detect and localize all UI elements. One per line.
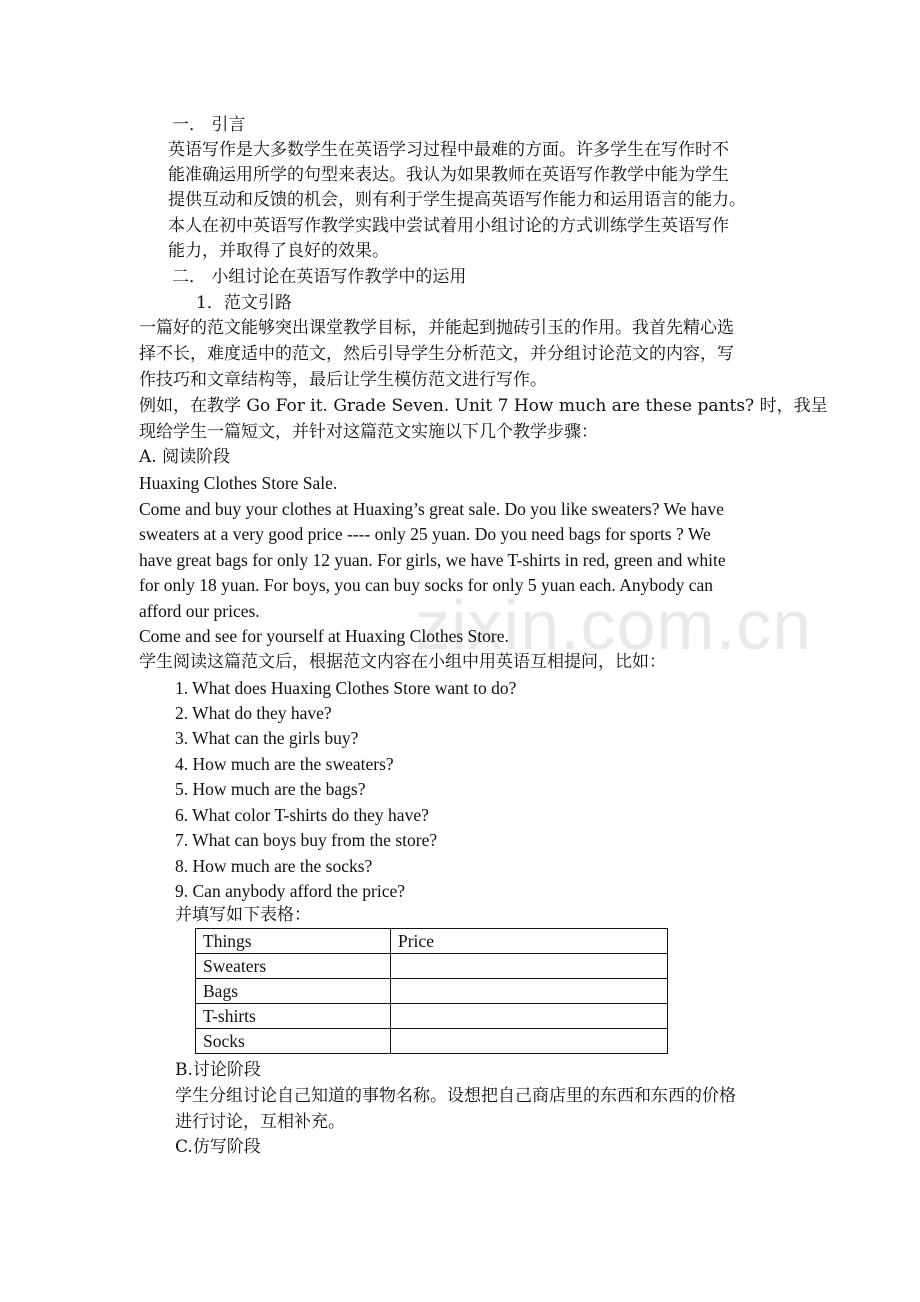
watermark: zixin.com.cn	[415, 586, 813, 664]
table-cell: T-shirts	[196, 1004, 391, 1029]
stage-c-heading: C.仿写阶段	[175, 1137, 261, 1157]
sample-line: sweaters at a very good price ---- only 25 yuan. Do you need bags for sports ? We	[139, 524, 711, 544]
table-intro: 并填写如下表格：	[175, 905, 311, 925]
stage-b-heading: B.讨论阶段	[175, 1060, 261, 1080]
table-cell	[391, 954, 668, 979]
table-cell: Sweaters	[196, 954, 391, 979]
sample-line: afford our prices.	[139, 601, 260, 621]
table-row	[196, 979, 668, 1004]
question-item: 8. How much are the socks?	[175, 856, 373, 876]
intro-line: 本人在初中英语写作教学实践中尝试着用小组讨论的方式训练学生英语写作	[168, 216, 729, 236]
stage-a-heading: A. 阅读阶段	[139, 447, 231, 467]
intro-line: 提供互动和反馈的机会，则有利于学生提高英语写作能力和运用语言的能力。	[168, 190, 746, 210]
paragraph-line: 一篇好的范文能够突出课堂教学目标，并能起到抛砖引玉的作用。我首先精心选	[139, 318, 734, 338]
question-item: 6. What color T-shirts do they have?	[175, 805, 429, 825]
question-item: 5. How much are the bags?	[175, 779, 366, 799]
table-row	[196, 1004, 668, 1029]
question-prompt: 学生阅读这篇范文后，根据范文内容在小组中用英语互相提问，比如：	[139, 652, 666, 672]
price-table	[195, 928, 668, 1054]
table-cell: Bags	[196, 979, 391, 1004]
intro-line: 能准确运用所学的句型来表达。我认为如果教师在英语写作教学中能为学生	[168, 165, 729, 185]
table-row	[196, 1029, 668, 1054]
table-header-row	[196, 929, 668, 954]
question-item: 4. How much are the sweaters?	[175, 754, 394, 774]
question-item: 7. What can boys buy from the store?	[175, 830, 438, 850]
paragraph-line: 现给学生一篇短文，并针对这篇范文实施以下几个教学步骤：	[139, 422, 598, 442]
table-header-cell: Things	[196, 929, 391, 954]
intro-line: 英语写作是大多数学生在英语学习过程中最难的方面。许多学生在写作时不	[168, 140, 729, 160]
section-heading-intro: 一． 引言	[172, 115, 246, 135]
paragraph-line: 择不长，难度适中的范文，然后引导学生分析范文，并分组讨论范文的内容，写	[139, 344, 734, 364]
question-item: 9. Can anybody afford the price?	[175, 881, 406, 901]
sample-title: Huaxing Clothes Store Sale.	[139, 473, 338, 493]
question-item: 2. What do they have?	[175, 703, 332, 723]
paragraph-line: 作技巧和文章结构等，最后让学生模仿范文进行写作。	[139, 370, 547, 390]
paragraph-line: 例如，在教学 Go For it. Grade Seven. Unit 7 How much are these pants? 时，我呈	[139, 396, 828, 416]
table-cell	[391, 1029, 668, 1054]
subsection-heading: 1．范文引路	[196, 293, 292, 313]
question-item: 3. What can the girls buy?	[175, 728, 359, 748]
table-cell	[391, 979, 668, 1004]
intro-line: 能力，并取得了良好的效果。	[168, 241, 389, 261]
sample-line: Come and buy your clothes at Huaxing’s great sale. Do you like sweaters? We have	[139, 499, 724, 519]
paragraph-line: 进行讨论，互相补充。	[175, 1112, 345, 1132]
sample-line: Come and see for yourself at Huaxing Clothes Store.	[139, 626, 509, 646]
table-cell: Socks	[196, 1029, 391, 1054]
sample-line: for only 18 yuan. For boys, you can buy socks for only 5 yuan each. Anybody can	[139, 575, 713, 595]
table-row	[196, 954, 668, 979]
section-heading-2: 二． 小组讨论在英语写作教学中的运用	[172, 267, 467, 287]
question-item: 1. What does Huaxing Clothes Store want to do?	[175, 678, 517, 698]
sample-line: have great bags for only 12 yuan. For girls, we have T-shirts in red, green and white	[139, 550, 726, 570]
paragraph-line: 学生分组讨论自己知道的事物名称。设想把自己商店里的东西和东西的价格	[175, 1086, 736, 1106]
table-cell	[391, 1004, 668, 1029]
table-header-cell: Price	[391, 929, 668, 954]
